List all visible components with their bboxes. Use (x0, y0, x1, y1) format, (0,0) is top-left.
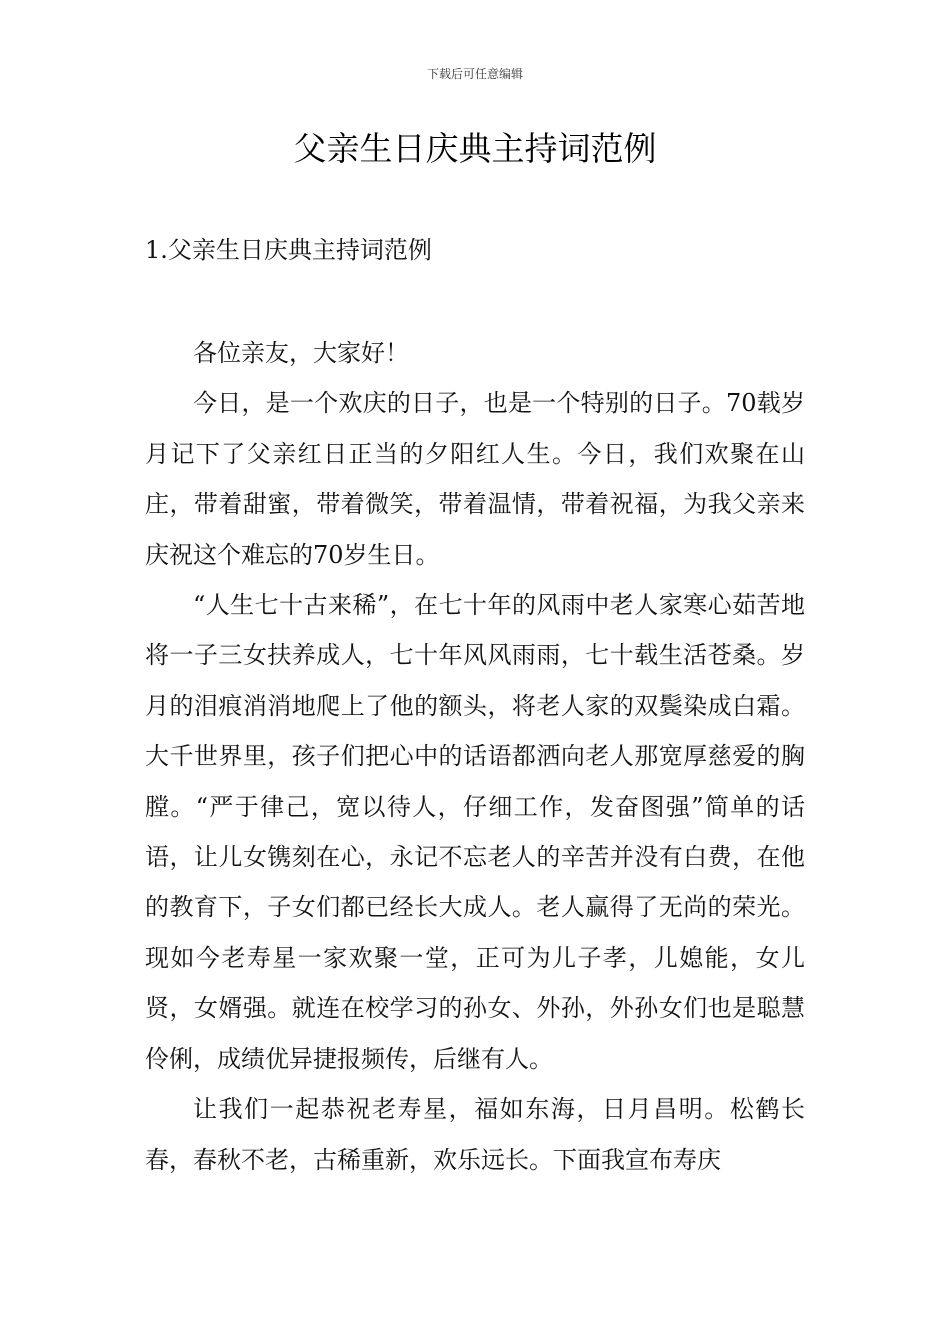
section-heading: 1.父亲生日庆典主持词范例 (145, 236, 432, 264)
paragraph-intro: 今日，是一个欢庆的日子，也是一个特别的日子。70载岁月记下了父亲红日正当的夕阳红人生。今日，我们欢聚在山庄，带着甜蜜，带着微笑，带着温情，带着祝福，为我父亲来庆祝这个难忘的70岁生日。 (145, 389, 805, 569)
document-body (145, 328, 805, 1185)
paragraph-blessing: 让我们一起恭祝老寿星，福如东海，日月昌明。松鹤长春，春秋不老，古稀重新，欢乐远长。下面我宣布寿庆 (145, 1095, 805, 1174)
header-note: 下载后可任意编辑 (426, 67, 523, 81)
document-title: 父亲生日庆典主持词范例 (293, 129, 657, 168)
paragraph-tribute: “人生七十古来稀”，在七十年的风雨中老人家寒心茹苦地将一子三女扶养成人，七十年风风雨雨，七十载生活苍桑。岁月的泪痕消消地爬上了他的额头，将老人家的双鬓染成白霜。大千世界里，孩子们把心中的话语都洒向老人那宽厚慈爱的胸膛。“严于律己，宽以待人，仔细工作，发奋图强”简单的话语，让儿女镌刻在心，永记不忘老人的辛苦并没有白费，在他的教育下，子女们都已经长大成人。老人赢得了无尚的荣光。现如今老寿星一家欢聚一堂，正可为儿子孝，儿媳能，女儿贤，女婿强。就连在校学习的孙女、外孙，外孙女们也是聪慧伶俐，成绩优异捷报频传，后继有人。 (145, 591, 805, 1073)
paragraph-greeting: 各位亲友，大家好！ (193, 339, 409, 367)
